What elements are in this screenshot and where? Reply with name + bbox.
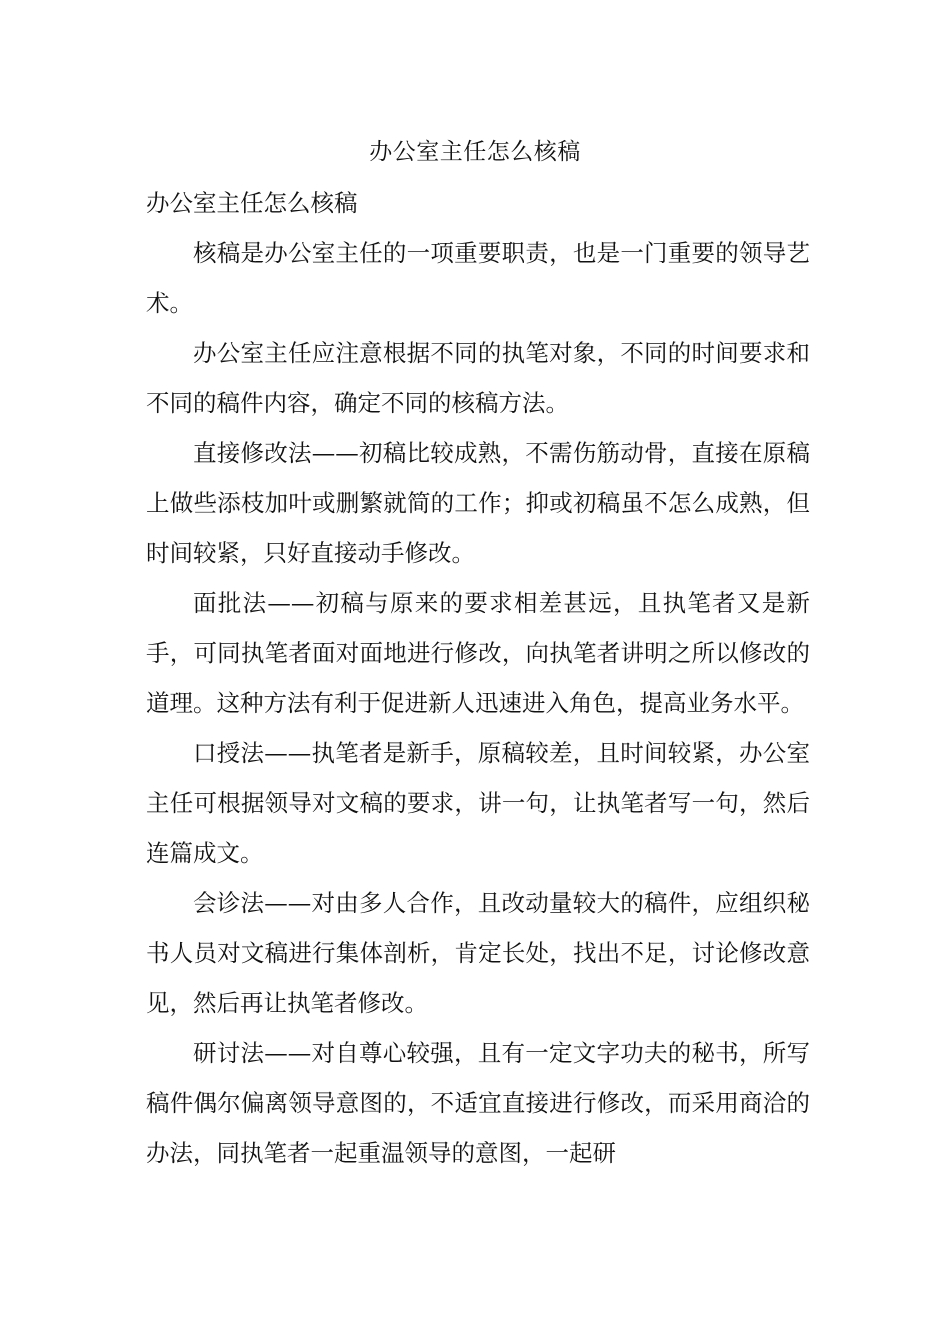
paragraph-overview: 办公室主任应注意根据不同的执笔对象，不同的时间要求和不同的稿件内容，确定不同的核稿方法。 xyxy=(146,339,810,417)
paragraph-direct-edit: 直接修改法——初稿比较成熟，不需伤筋动骨，直接在原稿上做些添枝加叶或删繁就简的工作；抑或初稿虽不怎么成熟，但时间较紧，只好直接动手修改。 xyxy=(146,439,810,567)
paragraph-intro: 核稿是办公室主任的一项重要职责，也是一门重要的领导艺术。 xyxy=(146,239,810,317)
paragraph-discussion: 研讨法——对自尊心较强，且有一定文字功夫的秘书，所写稿件偶尔偏离领导意图的，不适宜直接进行修改，而采用商洽的办法，同执笔者一起重温领导的意图，一起研 xyxy=(146,1039,810,1167)
paragraph-dictation: 口授法——执笔者是新手，原稿较差，且时间较紧，办公室主任可根据领导对文稿的要求，讲一句，让执笔者写一句，然后连篇成文。 xyxy=(146,739,810,867)
paragraph-face-review: 面批法——初稿与原来的要求相差甚远，且执笔者又是新手，可同执笔者面对面地进行修改，向执笔者讲明之所以修改的道理。这种方法有利于促进新人迅速进入角色，提高业务水平。 xyxy=(146,589,810,717)
document-body xyxy=(146,178,810,1178)
document-subtitle: 办公室主任怎么核稿 xyxy=(146,189,358,217)
document-title: 办公室主任怎么核稿 xyxy=(369,139,581,165)
paragraph-consultation: 会诊法——对由多人合作，且改动量较大的稿件，应组织秘书人员对文稿进行集体剖析，肯定长处，找出不足，讨论修改意见，然后再让执笔者修改。 xyxy=(146,889,810,1017)
